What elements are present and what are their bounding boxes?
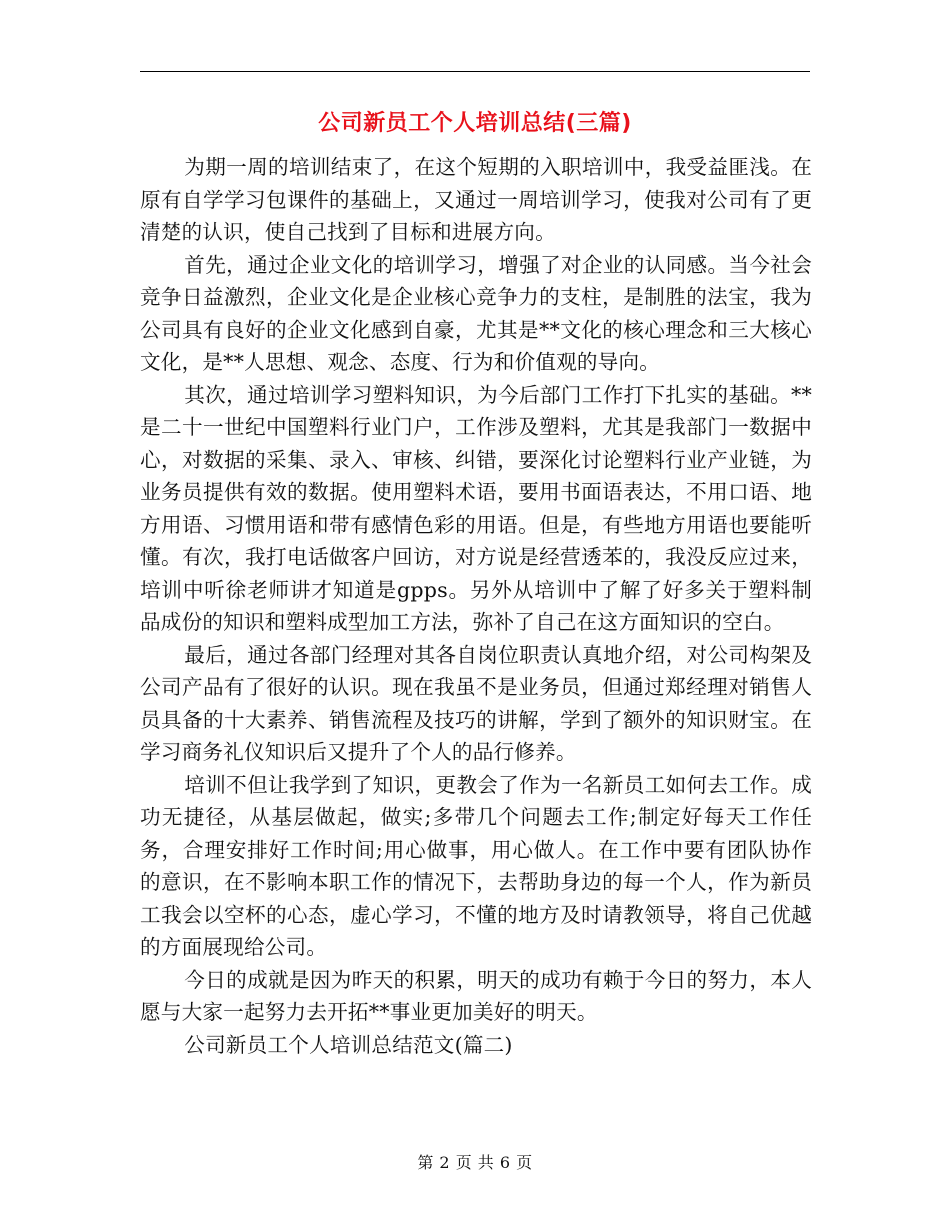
paragraph-work-attitude: 培训不但让我学到了知识，更教会了作为一名新员工如何去工作。成功无捷径，从基层做起，做实;多带几个问题去工作;制定好每天工作任务，合理安排好工作时间;用心做事，用心做人。在工作中要有团队协作的意识，在不影响本职工作的情况下，去帮助身边的每一个人，作为新员工我会以空杯的心态，虚心学习，不懂的地方及时请教领导，将自己优越的方面展现给公司。 bbox=[140, 772, 812, 959]
document-title: 公司新员工个人培训总结(三篇) bbox=[318, 111, 632, 136]
paragraph-conclusion: 今日的成就是因为昨天的积累，明天的成功有赖于今日的努力，本人愿与大家一起努力去开拓**事业更加美好的明天。 bbox=[140, 967, 812, 1024]
section-heading-part-two: 公司新员工个人培训总结范文(篇二) bbox=[184, 1032, 513, 1057]
paragraph-managers: 最后，通过各部门经理对其各自岗位职责认真地介绍，对公司构架及公司产品有了很好的认识。现在我虽不是业务员，但通过郑经理对销售人员具备的十大素养、销售流程及技巧的讲解，学到了额外的知识财宝。在学习商务礼仪知识后又提升了个人的品行修养。 bbox=[140, 642, 812, 764]
header-rule bbox=[140, 71, 810, 72]
paragraph-plastics: 其次，通过培训学习塑料知识，为今后部门工作打下扎实的基础。**是二十一世纪中国塑料行业门户，工作涉及塑料，尤其是我部门一数据中心，对数据的采集、录入、审核、纠错，要深化讨论塑料行业产业链，为业务员提供有效的数据。使用塑料术语，要用书面语表达，不用口语、地方用语、习惯用语和带有感情色彩的用语。但是，有些地方用语也要能听懂。有次，我打电话做客户回访，对方说是经营透苯的，我没反应过来，培训中听徐老师讲才知道是gpps。另外从培训中了解了好多关于塑料制品成份的知识和塑料成型加工方法，弥补了自己在这方面知识的空白。 bbox=[140, 382, 812, 634]
page-number-footer: 第 2 页 共 6 页 bbox=[417, 1153, 533, 1172]
paragraph-intro: 为期一周的培训结束了，在这个短期的入职培训中，我受益匪浅。在原有自学学习包课件的基础上，又通过一周培训学习，使我对公司有了更清楚的认识，使自己找到了目标和进展方向。 bbox=[140, 155, 812, 244]
paragraph-culture: 首先，通过企业文化的培训学习，增强了对企业的认同感。当今社会竞争日益激烈，企业文化是企业核心竞争力的支柱，是制胜的法宝，我为公司具有良好的企业文化感到自豪，尤其是**文化的核心理念和三大核心文化，是**人思想、观念、态度、行为和价值观的导向。 bbox=[140, 252, 812, 374]
document-body bbox=[140, 151, 812, 1061]
